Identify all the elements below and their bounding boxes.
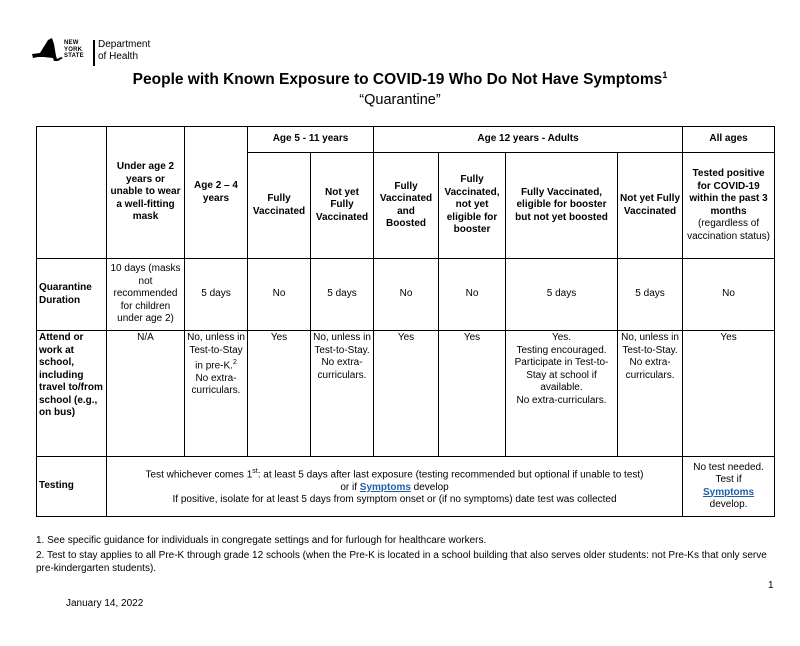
cell-quarantine-nfv-12: 5 days	[618, 259, 683, 331]
logo-department-text	[98, 39, 150, 63]
cell-school-nfv-12-a: No, unless in Test-to-Stay.	[621, 332, 679, 356]
testing-line-1-b: : at least 5 days after last exposure (testing recommended but optional if unable to test)	[257, 469, 644, 481]
footnote-1: 1. See specific guidance for individuals in congregate settings and for furlough for healthcare workers.	[36, 535, 487, 546]
testing-line-1-a: Test whichever comes 1	[145, 469, 253, 481]
cell-testing-all-ages	[683, 457, 775, 517]
cell-quarantine-fv-5-11: No	[248, 259, 311, 331]
cell-quarantine-boosted: No	[374, 259, 439, 331]
logo-of-health: of Health	[98, 51, 139, 62]
header-age-5-11: Age 5 - 11 years	[248, 127, 374, 153]
header-tested-positive-text: Tested positive for COVID-19 within the past 3 months	[689, 168, 768, 217]
new-york-state-map-icon	[30, 36, 64, 64]
header-not-fully-vaccinated-12: Not yet Fully Vaccinated	[618, 153, 683, 259]
cell-quarantine-tested-positive: No	[683, 259, 775, 331]
header-tested-positive	[683, 153, 775, 259]
cell-school-eligible-b: Testing encouraged.	[516, 344, 607, 356]
cell-school-age-2-4-b: No extra-curriculars.	[191, 372, 241, 397]
symptoms-link-all-ages[interactable]: Symptoms	[702, 486, 755, 498]
page-title	[0, 70, 800, 89]
table-row	[37, 457, 775, 517]
symptoms-link[interactable]: Symptoms	[359, 481, 411, 493]
cell-school-fv-5-11: Yes	[248, 331, 311, 457]
cell-quarantine-nfv-5-11: 5 days	[311, 259, 374, 331]
cell-school-tested-positive: Yes	[683, 331, 775, 457]
table-row	[37, 331, 775, 457]
cell-school-eligible-d: No extra-curriculars.	[516, 394, 607, 406]
cell-school-under-2: N/A	[107, 331, 185, 457]
testing-line-1-sup: st	[252, 468, 258, 476]
header-all-ages: All ages	[683, 127, 775, 153]
cell-quarantine-not-eligible: No	[439, 259, 506, 331]
cell-testing-instructions	[107, 457, 683, 517]
cell-school-not-eligible: Yes	[439, 331, 506, 457]
logo-state: STATE	[64, 53, 84, 59]
testing-line-2	[109, 482, 680, 495]
header-vaccinated-not-eligible: Fully Vaccinated, not yet eligible for booster	[439, 153, 506, 259]
cell-school-nfv-5-11	[311, 331, 374, 457]
header-under-2: Under age 2 years or unable to wear a well-fitting mask	[107, 127, 185, 259]
footnote-2: 2. Test to stay applies to all Pre-K through grade 12 schools (when the Pre-K is located in a school building that also serves older students: not Pre-Ks that only serve pre-kindergarten students).	[36, 550, 767, 574]
row-label-testing: Testing	[37, 457, 107, 517]
cell-quarantine-age-2-4: 5 days	[185, 259, 248, 331]
header-fully-vaccinated-5-11: Fully Vaccinated	[248, 153, 311, 259]
logo-department: Department	[98, 39, 151, 50]
cell-quarantine-under-2: 10 days (masks not recommended for children under age 2)	[107, 259, 185, 331]
page-number: 1	[768, 580, 774, 591]
header-tested-positive-note: (regardless of vaccination status)	[687, 218, 770, 242]
table-group-header-row	[37, 127, 775, 153]
cell-school-age-2-4-text: No, unless in Test-to-Stay in pre-K.	[187, 332, 245, 372]
cell-quarantine-eligible: 5 days	[506, 259, 618, 331]
cell-school-nfv-12	[618, 331, 683, 457]
empty-corner-cell	[37, 127, 107, 259]
testing-line-3: If positive, isolate for at least 5 days from symptom onset or (if no symptoms) date test was collected	[172, 494, 617, 506]
quarantine-table	[36, 126, 775, 517]
testing-all-ages-b: Test if	[715, 474, 742, 485]
cell-school-eligible	[506, 331, 618, 457]
document-date: January 14, 2022	[66, 598, 144, 609]
logo-state-text	[64, 40, 84, 60]
page-title-text: People with Known Exposure to COVID-19 Who Do Not Have Symptoms	[132, 71, 663, 89]
cell-school-eligible-a: Yes.	[551, 332, 572, 343]
logo-divider	[93, 40, 95, 66]
cell-school-eligible-c: Participate in Test-to-Stay at school if available.	[514, 357, 609, 393]
cell-school-boosted: Yes	[374, 331, 439, 457]
testing-line-1	[109, 466, 680, 482]
header-not-fully-vaccinated-5-11: Not yet Fully Vaccinated	[311, 153, 374, 259]
cell-school-nfv-5-11-a: No, unless in Test-to-Stay.	[313, 332, 371, 356]
table-row	[37, 259, 775, 331]
footnote-2-ref: 2	[232, 359, 237, 366]
row-label-quarantine: Quarantine Duration	[37, 259, 107, 331]
logo-new: NEW	[64, 40, 79, 46]
testing-line-2-b: develop	[410, 481, 449, 493]
header-vaccinated-eligible: Fully Vaccinated, eligible for booster but not yet boosted	[506, 153, 618, 259]
header-vaccinated-boosted: Fully Vaccinated and Boosted	[374, 153, 439, 259]
cell-school-nfv-12-b: No extra-curriculars.	[625, 357, 675, 381]
testing-line-2-a: or if	[340, 481, 360, 493]
header-age-2-4: Age 2 – 4 years	[185, 127, 248, 259]
cell-school-age-2-4	[185, 331, 248, 457]
title-footnote-ref: 1	[662, 70, 668, 80]
logo-york: YORK	[64, 46, 83, 53]
cell-school-nfv-5-11-b: No extra-curriculars.	[317, 357, 367, 381]
testing-all-ages-c: develop.	[709, 499, 748, 510]
cell-school-age-2-4-a	[187, 332, 245, 373]
testing-all-ages-a: No test needed.	[693, 461, 764, 473]
page-subtitle: “Quarantine”	[359, 92, 441, 108]
header-age-12-adults: Age 12 years - Adults	[374, 127, 683, 153]
row-label-school: Attend or work at school, including travel to/from school (e.g., on bus)	[37, 331, 107, 457]
